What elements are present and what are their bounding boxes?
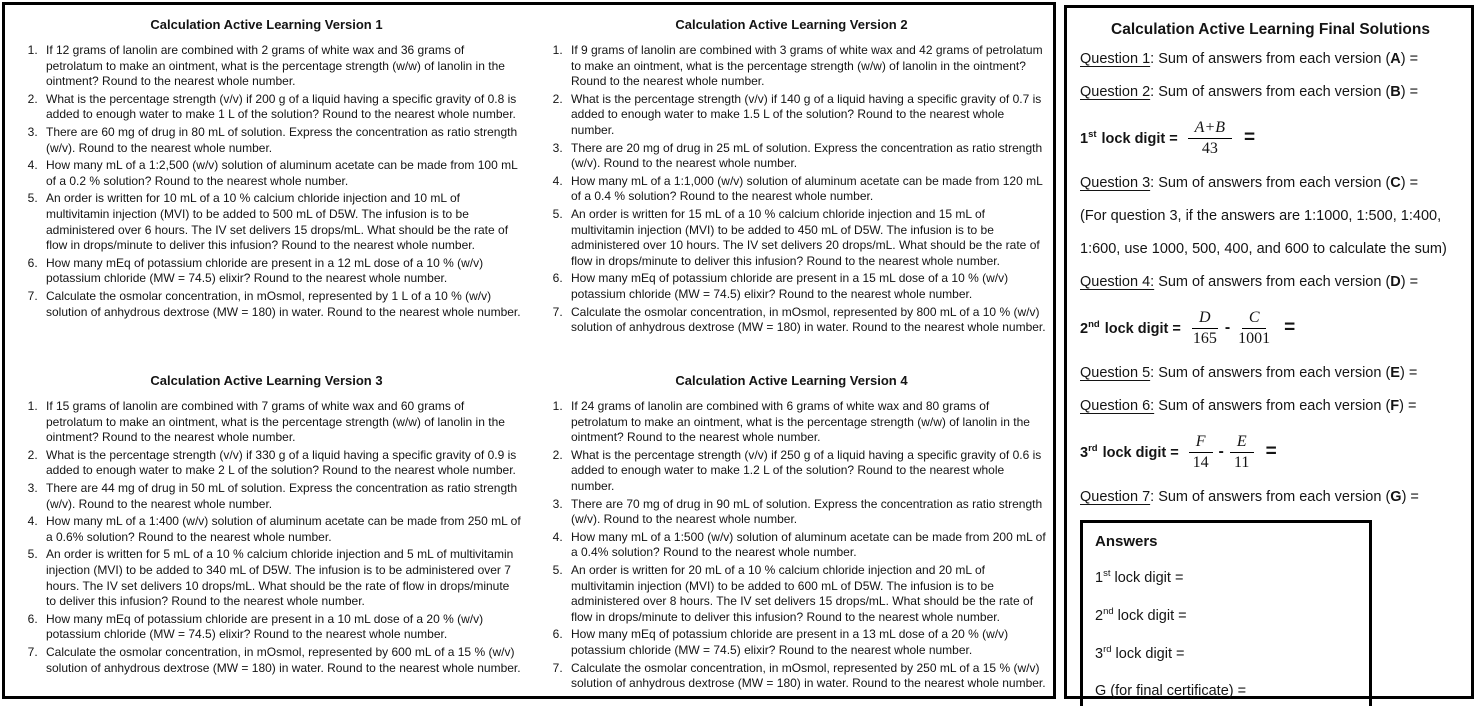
question-3-note-line-2: 1:600, use 1000, 500, 400, and 600 to calculate the sum): [1080, 241, 1447, 257]
answers-box-title: Answers: [1095, 533, 1158, 550]
version-4-question-list: [536, 399, 1047, 692]
version-2-title: Calculation Active Learning Version 2: [675, 17, 908, 32]
question-item: 1. If 24 grams of lanolin are combined with 6 grams of white wax and 80 grams of petrolatum to make an ointment, what is the percentage strength (w/w) of lanolin in the ointment? Round to the nearest whole number.: [566, 399, 1047, 446]
question-item: 6. How many mEq of potassium chloride are present in a 12 mL dose of a 10 % (w/v) potassium chloride (MW = 74.5) elixir? Round to the nearest whole number.: [41, 256, 522, 287]
question-item: 4. How many mL of a 1:500 (w/v) solution of aluminum acetate can be made from 200 mL of a 0.4% solution? Round to the nearest whole number.: [566, 530, 1047, 561]
question-item: 7. Calculate the osmolar concentration, in mOsmol, represented by 1 L of a 10 % (w/v) solution of anhydrous dextrose (MW = 180) in water. Round to the nearest whole number.: [41, 289, 522, 320]
question-item: 4. How many mL of a 1:2,500 (w/v) solution of aluminum acetate can be made from 100 mL of a 0.2 % solution? Round to the nearest whole number.: [41, 158, 522, 189]
lock-digit-3-formula: 3rd lock digit = $\frac{F}{14}$ - $\frac{E}{11}$ =: [1080, 432, 1277, 471]
version-1-title: Calculation Active Learning Version 1: [150, 17, 383, 32]
version-1-panel: [11, 11, 522, 367]
question-item: 5. An order is written for 5 mL of a 10 % calcium chloride injection and 5 mL of multivitamin injection (MVI) to be added to 340 mL of D5W. The infusion is to be administered over 7 hours. The IV set delivers 10 drops/mL. What should be the rate of flow in drops/minute to deliver this infusion? Round to the nearest whole number.: [41, 547, 522, 609]
question-item: 5. An order is written for 10 mL of a 10 % calcium chloride injection and 10 mL of multivitamin injection (MVI) to be added to 500 mL of D5W. The infusion is to be administered over 6 hours. The IV set delivers 15 drops/mL. What should be the rate of flow in drops/minute to deliver this infusion? Round to the nearest whole number.: [41, 191, 522, 253]
final-question-2-line: Question 2: Sum of answers from each version (B) =: [1080, 84, 1419, 100]
question-item: 3. There are 44 mg of drug in 50 mL of solution. Express the concentration as ratio strength (w/v). Round to the nearest whole number.: [41, 481, 522, 512]
question-item: 5. An order is written for 20 mL of a 10 % calcium chloride injection and 20 mL of multivitamin injection (MVI) to be added to 600 mL of D5W. The infusion is to be administered over 8 hours. The IV set delivers 15 drops/mL. What should be the rate of flow in drops/minute to deliver this infusion? Round to the nearest whole number.: [566, 563, 1047, 625]
version-4-title: Calculation Active Learning Version 4: [675, 373, 908, 388]
question-item: 2. What is the percentage strength (v/v) if 250 g of a liquid having a specific gravity of 0.6 is added to enough water to make 1.2 L of the solution? Round to the nearest whole number.: [566, 448, 1047, 495]
question-item: 3. There are 60 mg of drug in 80 mL of solution. Express the concentration as ratio strength (w/v). Round to the nearest whole number.: [41, 125, 522, 156]
question-item: 6. How many mEq of potassium chloride are present in a 13 mL dose of a 20 % (w/v) potassium chloride (MW = 74.5) elixir? Round to the nearest whole number.: [566, 627, 1047, 658]
final-solutions-panel: [1064, 5, 1474, 699]
answers-box: [1080, 520, 1372, 706]
fraction: $\frac{C}{1001}$: [1238, 308, 1271, 347]
question-item: 6. How many mEq of potassium chloride are present in a 10 mL dose of a 20 % (w/v) potassium chloride (MW = 74.5) elixir? Round to the nearest whole number.: [41, 612, 522, 643]
fraction: $\frac{E}{11}$: [1230, 433, 1254, 472]
question-item: 2. What is the percentage strength (v/v) if 200 g of a liquid having a specific gravity of 0.8 is added to enough water to make 1 L of the solution? Round to the nearest whole number.: [41, 92, 522, 123]
final-question-4-line: Question 4: Sum of answers from each version (D) =: [1080, 274, 1419, 290]
question-item: 4. How many mL of a 1:400 (w/v) solution of aluminum acetate can be made from 250 mL of a 0.6% solution? Round to the nearest whole number.: [41, 514, 522, 545]
final-question-5-line: Question 5: Sum of answers from each version (E) =: [1080, 365, 1418, 381]
answer-line-lock-1: 1st lock digit =: [1095, 568, 1184, 586]
question-item: 5. An order is written for 15 mL of a 10 % calcium chloride injection and 15 mL of multivitamin injection (MVI) to be added to 450 mL of D5W. The infusion is to be administered over 10 hours. The IV set delivers 20 drops/mL. What should be the rate of flow in drops/minute to deliver this infusion? Round to the nearest whole number.: [566, 207, 1047, 269]
final-question-1-line: Question 1: Sum of answers from each version (A) =: [1080, 51, 1419, 67]
version-3-title: Calculation Active Learning Version 3: [150, 373, 383, 388]
version-2-panel: [536, 11, 1047, 367]
question-item: 4. How many mL of a 1:1,000 (w/v) solution of aluminum acetate can be made from 120 mL of a 0.4 % solution? Round to the nearest whole number.: [566, 174, 1047, 205]
fraction: $\frac{F}{14}$: [1189, 433, 1213, 472]
fraction: $\frac{A+B}{43}$: [1188, 119, 1232, 158]
question-item: 7. Calculate the osmolar concentration, in mOsmol, represented by 800 mL of a 10 % (w/v) solution of anhydrous dextrose (MW = 180) in water. Round to the nearest whole number.: [566, 305, 1047, 336]
final-question-6-line: Question 6: Sum of answers from each version (F) =: [1080, 398, 1417, 414]
answer-line-g-certificate: G (for final certificate) =: [1095, 683, 1247, 700]
lock-digit-1-formula: 1st lock digit = $\frac{A+B}{43}$ =: [1080, 118, 1256, 157]
version-3-panel: [11, 367, 522, 694]
version-4-panel: [536, 367, 1047, 694]
final-solutions-title: Calculation Active Learning Final Solutions: [1111, 21, 1430, 38]
question-item: 1. If 12 grams of lanolin are combined with 2 grams of white wax and 36 grams of petrolatum to make an ointment, what is the percentage strength (w/w) of lanolin in the ointment? Round to the nearest whole number.: [41, 43, 522, 90]
question-item: 3. There are 70 mg of drug in 90 mL of solution. Express the concentration as ratio strength (w/v). Round to the nearest whole number.: [566, 497, 1047, 528]
question-item: 7. Calculate the osmolar concentration, in mOsmol, represented by 600 mL of a 15 % (w/v) solution of anhydrous dextrose (MW = 180) in water. Round to the nearest whole number.: [41, 645, 522, 676]
lock-digit-2-formula: 2nd lock digit = $\frac{D}{165}$ - $\frac{C}{1001}$ =: [1080, 308, 1296, 347]
version-2-question-list: [536, 43, 1047, 336]
version-3-question-list: [11, 399, 522, 676]
question-item: 7. Calculate the osmolar concentration, in mOsmol, represented by 250 mL of a 15 % (w/v) solution of anhydrous dextrose (MW = 180) in water. Round to the nearest whole number.: [566, 661, 1047, 692]
final-question-7-line: Question 7: Sum of answers from each version (G) =: [1080, 489, 1419, 505]
question-item: 1. If 9 grams of lanolin are combined with 3 grams of white wax and 42 grams of petrolatum to make an ointment, what is the percentage strength (w/w) of lanolin in the ointment? Round to the nearest whole number.: [566, 43, 1047, 90]
question-item: 2. What is the percentage strength (v/v) if 140 g of a liquid having a specific gravity of 0.7 is added to enough water to make 1.5 L of the solution? Round to the nearest whole number.: [566, 92, 1047, 139]
answer-line-lock-3: 3rd lock digit =: [1095, 643, 1185, 662]
question-item: 2. What is the percentage strength (v/v) if 330 g of a liquid having a specific gravity of 0.9 is added to enough water to make 2 L of the solution? Round to the nearest whole number.: [41, 448, 522, 479]
versions-sheet: [2, 2, 1056, 699]
answer-line-lock-2: 2nd lock digit =: [1095, 605, 1187, 624]
question-item: 6. How many mEq of potassium chloride are present in a 15 mL dose of a 10 % (w/v) potassium chloride (MW = 74.5) elixir? Round to the nearest whole number.: [566, 271, 1047, 302]
question-item: 3. There are 20 mg of drug in 25 mL of solution. Express the concentration as ratio strength (w/v). Round to the nearest whole number.: [566, 141, 1047, 172]
question-item: 1. If 15 grams of lanolin are combined with 7 grams of white wax and 60 grams of petrolatum to make an ointment, what is the percentage strength (w/w) of lanolin in the ointment? Round to the nearest whole number.: [41, 399, 522, 446]
fraction: $\frac{D}{165}$: [1192, 308, 1217, 347]
version-1-question-list: [11, 43, 522, 320]
question-3-note-line-1: (For question 3, if the answers are 1:1000, 1:500, 1:400,: [1080, 208, 1442, 224]
final-question-3-line: Question 3: Sum of answers from each version (C) =: [1080, 175, 1419, 191]
